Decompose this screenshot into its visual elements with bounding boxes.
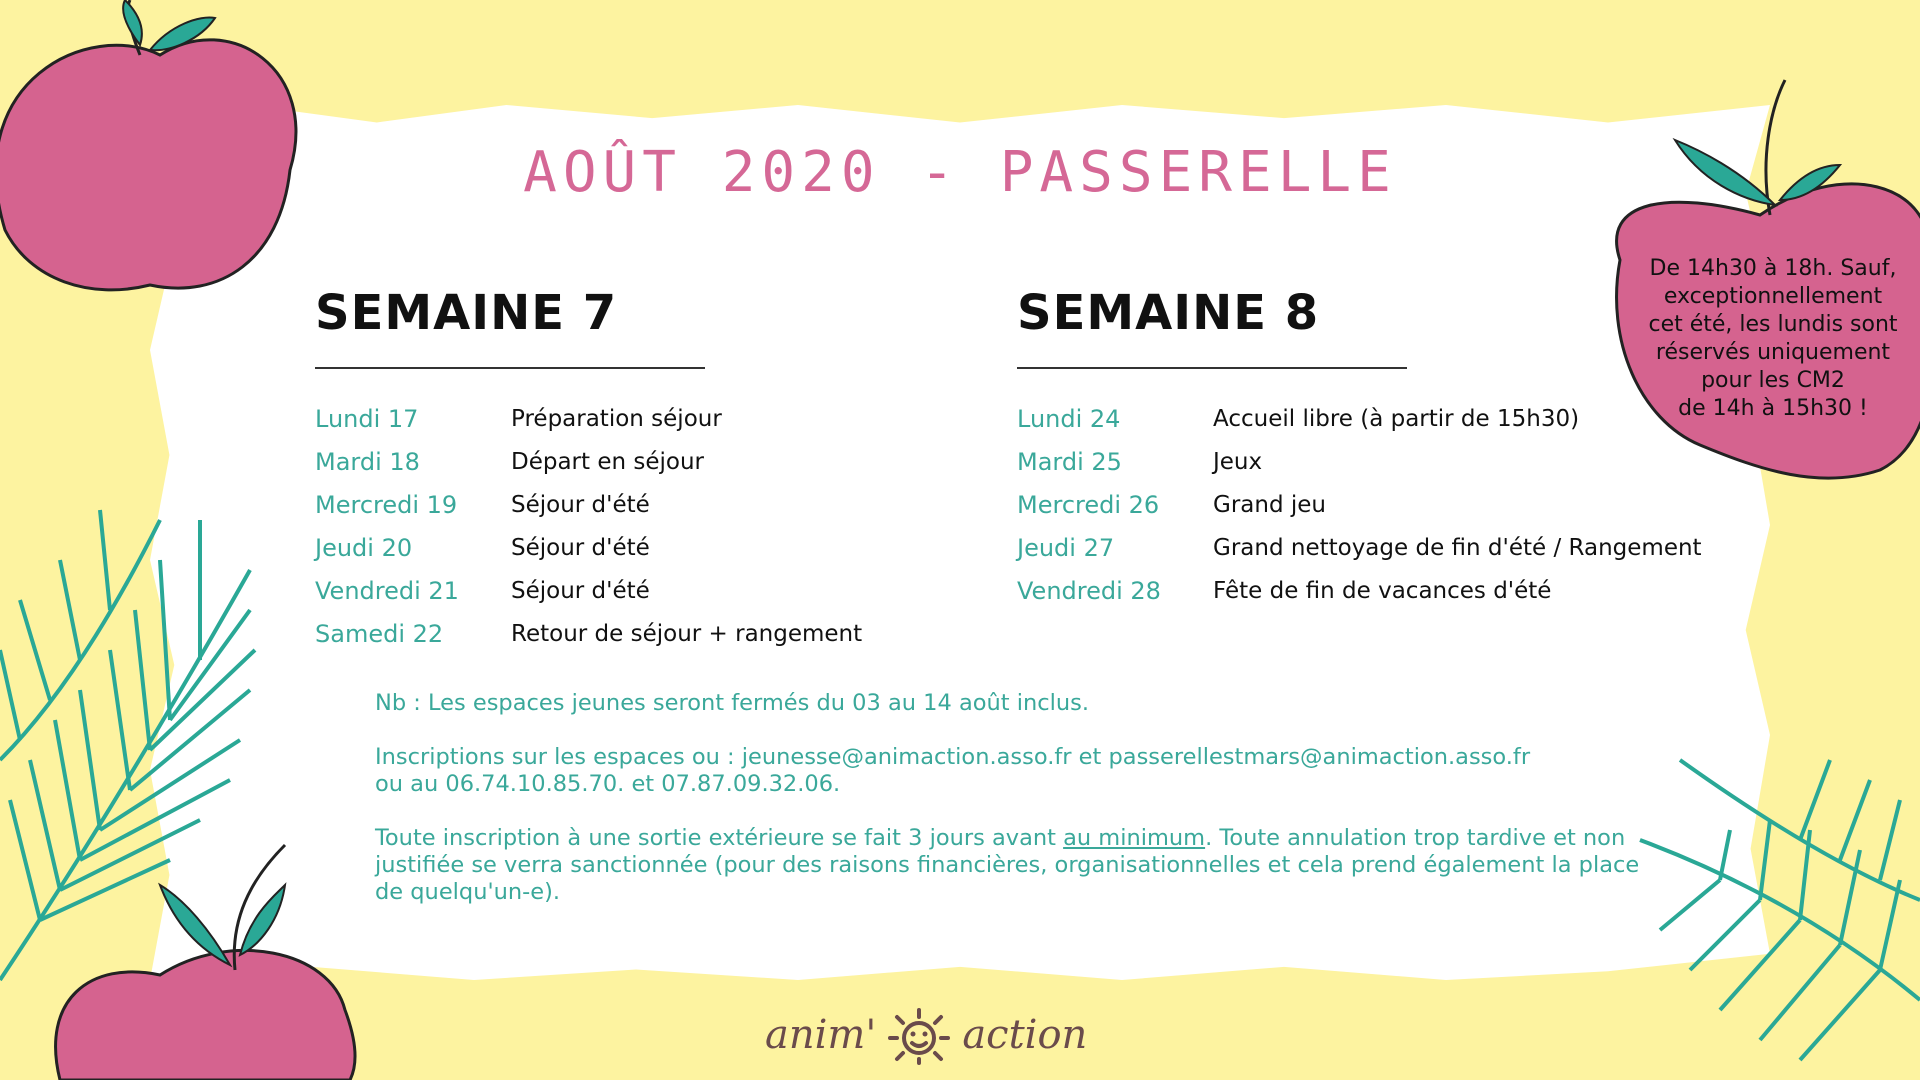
activity-label: Départ en séjour (511, 448, 705, 475)
logo-text-left: anim' (765, 1012, 877, 1058)
schedule-row (1017, 526, 1702, 569)
day-label: Lundi 24 (1017, 404, 1121, 433)
day-label: Vendredi 28 (1017, 576, 1161, 605)
activity-label: Accueil libre (à partir de 15h30) (1213, 405, 1580, 432)
activity-label: Fête de fin de vacances d'été (1213, 577, 1552, 604)
bubble-line: cet été, les lundis sont (1648, 312, 1898, 337)
hours-bubble-text (1633, 255, 1913, 423)
sun-face-icon (882, 1005, 956, 1065)
day-label: Mercredi 19 (315, 490, 458, 519)
notes-block (375, 690, 1665, 933)
schedule-row (1017, 569, 1702, 612)
activity-label: Séjour d'été (511, 534, 650, 561)
bubble-line: de 14h à 15h30 ! (1678, 396, 1868, 421)
activity-label: Préparation séjour (511, 405, 722, 432)
schedule-row (315, 569, 862, 612)
day-label: Mercredi 26 (1017, 490, 1160, 519)
week-title: SEMAINE 7 (315, 285, 618, 341)
bubble-line: réservés uniquement (1655, 340, 1891, 365)
divider (1017, 367, 1407, 369)
day-label: Mardi 18 (315, 447, 420, 476)
day-label: Jeudi 27 (1017, 533, 1115, 562)
activity-label: Grand jeu (1213, 491, 1326, 518)
registration-line-2: ou au 06.74.10.85.70. et 07.87.09.32.06. (375, 771, 841, 797)
schedule-row (315, 397, 862, 440)
day-label: Jeudi 20 (315, 533, 413, 562)
activity-label: Jeux (1213, 448, 1263, 475)
schedule-row (1017, 483, 1702, 526)
apple-bottom-left-icon (56, 845, 355, 1080)
activity-label: Retour de séjour + rangement (511, 620, 863, 647)
palm-leaf-left-icon (0, 510, 255, 980)
week-8-column (1017, 285, 1702, 612)
schedule-row (315, 612, 862, 655)
schedule-row (1017, 397, 1702, 440)
rules-text-end: . Toute annulation trop tardive et non justifiée se verra sanctionnée (pour des raisons financières, organisationnelles et cela prend également la place de quelqu'un-e). (375, 825, 1640, 905)
page-title: AOÛT 2020 - PASSERELLE (523, 140, 1397, 205)
activity-label: Séjour d'été (511, 577, 650, 604)
schedule-row (315, 526, 862, 569)
logo-text-right: action (962, 1012, 1088, 1058)
rules-text-start: Toute inscription à une sortie extérieure se fait 3 jours avant (375, 825, 1064, 851)
day-label: Vendredi 21 (315, 576, 459, 605)
activity-label: Séjour d'été (511, 491, 650, 518)
schedule-row (1017, 440, 1702, 483)
activity-label: Grand nettoyage de fin d'été / Rangement (1213, 534, 1702, 561)
day-label: Lundi 17 (315, 404, 419, 433)
week-7-column (315, 285, 862, 655)
bubble-line: exceptionnellement (1663, 284, 1883, 309)
bubble-line: pour les CM2 (1701, 368, 1845, 393)
day-label: Mardi 25 (1017, 447, 1122, 476)
registration-note (375, 744, 1665, 798)
rules-note (375, 825, 1665, 906)
brand-logo (765, 1005, 1087, 1065)
palm-leaf-right-icon (1640, 760, 1920, 1060)
registration-line-1: Inscriptions sur les espaces ou : jeunesse@animaction.asso.fr et passerellestmars@animaction.asso.fr (375, 744, 1531, 770)
schedule-row (315, 483, 862, 526)
closing-note: Nb : Les espaces jeunes seront fermés du 03 au 14 août inclus. (375, 690, 1090, 716)
bubble-line: De 14h30 à 18h. Sauf, (1649, 256, 1897, 281)
rules-text-underlined: au minimum (1063, 825, 1206, 851)
week-title: SEMAINE 8 (1017, 285, 1320, 341)
schedule-row (315, 440, 862, 483)
day-label: Samedi 22 (315, 619, 444, 648)
divider (315, 367, 705, 369)
